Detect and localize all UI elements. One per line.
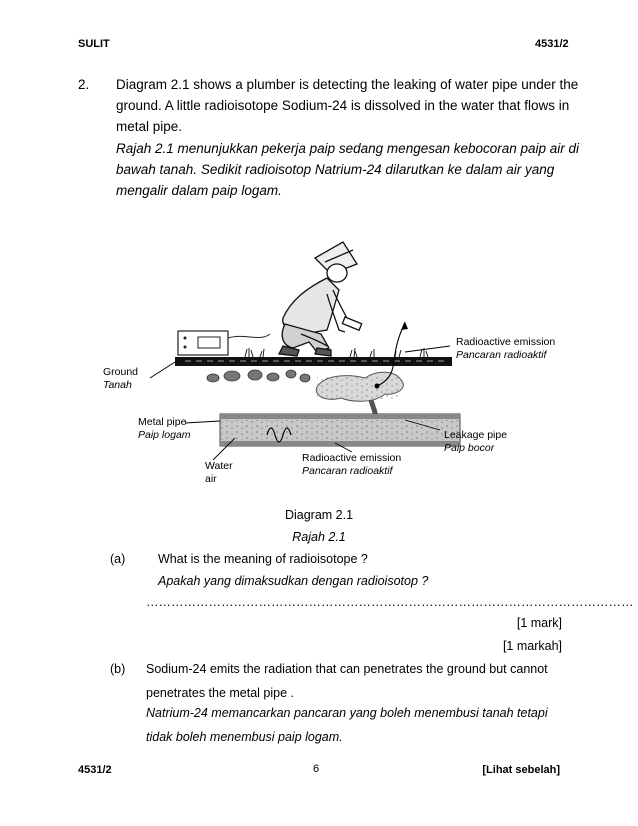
label-text: Metal pipe: [138, 416, 187, 428]
ground-stones: [207, 370, 310, 382]
question-english-line: ground. A little radioisotope Sodium-24 is dissolved in the water that flows in: [116, 98, 570, 113]
label-metal-pipe: [138, 416, 191, 442]
part-a-answer-line[interactable]: ………………………………………………………………………………………………………: [146, 595, 634, 609]
part-a-question-malay: Apakah yang dimaksudkan dengan radioisotop ?: [158, 574, 429, 588]
label-text: Ground: [103, 366, 139, 378]
part-b-malay: [146, 703, 586, 747]
part-b-english-line: penetrates the metal pipe .: [146, 686, 295, 700]
label-text-malay: Tanah: [103, 379, 132, 391]
grass-tufts: [245, 348, 428, 357]
footer-right: [Lihat sebelah]: [482, 764, 560, 776]
question-english-line: Diagram 2.1 shows a plumber is detecting the leaking of water pipe under the: [116, 77, 579, 92]
part-a-label: (a): [110, 552, 126, 566]
label-text-malay: Pancaran radioaktif: [456, 349, 547, 361]
label-radioactive-emission-bottom: [302, 452, 401, 478]
part-b-malay-line: tidak boleh menembusi paip logam.: [146, 730, 343, 744]
header-left: SULIT: [78, 38, 110, 50]
question-english: [116, 74, 586, 137]
diagram-caption-malay: Rajah 2.1: [292, 530, 346, 544]
question-malay-line: Rajah 2.1 menunjukkan pekerja paip sedang mengesan kebocoran paip air di: [116, 141, 580, 156]
label-text-malay: Pancaran radioaktif: [302, 465, 393, 477]
part-a-mark: [1 mark]: [516, 616, 562, 630]
label-text: Leakage pipe: [444, 429, 508, 441]
label-ground: [103, 366, 138, 392]
diagram-caption: Diagram 2.1: [284, 508, 354, 522]
diagram-2-1: [95, 238, 575, 488]
plumber-figure: [279, 242, 362, 356]
question-malay-line: mengalir dalam paip logam.: [116, 183, 282, 198]
label-text-malay: air: [205, 473, 217, 485]
label-text: Water: [205, 460, 233, 472]
page-number: 6: [313, 763, 320, 775]
label-text: Radioactive emission: [456, 336, 556, 348]
label-leakage-pipe: [444, 429, 507, 455]
label-text-malay: Paip bocor: [444, 442, 495, 454]
part-a-mark-malay: [1 markah]: [502, 639, 562, 653]
question-malay-line: bawah tanah. Sedikit radioisotop Natrium-24 dilarutkan ke dalam air yang: [116, 162, 555, 177]
question-number: 2.: [78, 77, 90, 92]
part-b-english: [146, 659, 586, 703]
detector-box: [178, 331, 228, 355]
label-text: Radioactive emission: [302, 452, 402, 464]
label-text-malay: Paip logam: [138, 429, 191, 441]
header-right: 4531/2: [535, 38, 569, 50]
part-a-question: What is the meaning of radioisotope ?: [158, 552, 368, 566]
part-b-label: (b): [110, 662, 126, 676]
label-radioactive-emission-top: [456, 336, 555, 362]
part-b-malay-line: Natrium-24 memancarkan pancaran yang boleh menembusi tanah tetapi: [146, 706, 548, 720]
footer-left: 4531/2: [78, 764, 112, 776]
part-b-english-line: Sodium-24 emits the radiation that can penetrates the ground but cannot: [146, 662, 548, 676]
question-english-line: metal pipe.: [116, 119, 183, 134]
question-malay: [116, 138, 586, 201]
label-water: [205, 460, 233, 486]
